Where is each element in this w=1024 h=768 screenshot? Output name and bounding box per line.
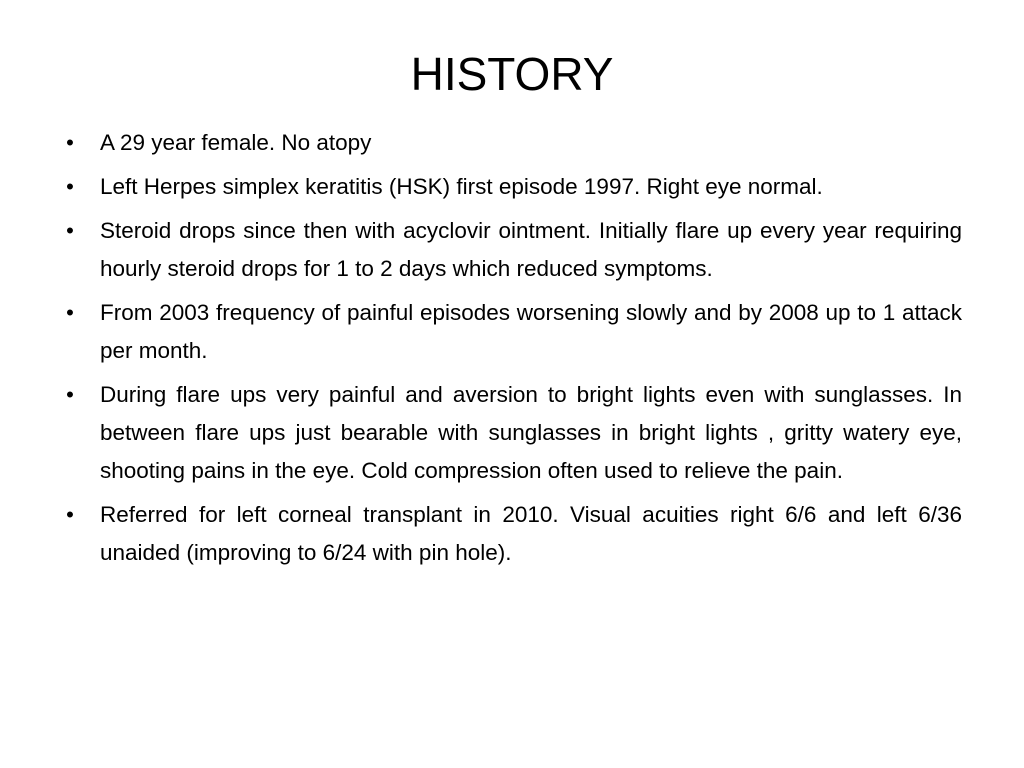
bullet-icon: •	[66, 502, 74, 527]
bullet-icon: •	[66, 130, 74, 155]
bullet-text: Steroid drops since then with acyclovir ointment. Initially flare up every year requiring hourly steroid drops for 1 to 2 days which reduced symptoms.	[100, 218, 962, 281]
bullet-item	[66, 496, 962, 572]
bullet-item	[66, 294, 962, 370]
bullet-text: Referred for left corneal transplant in 2010. Visual acuities right 6/6 and left 6/36 unaided (improving to 6/24 with pin hole).	[100, 502, 962, 565]
bullet-item	[66, 212, 962, 288]
bullet-icon: •	[66, 218, 74, 243]
bullet-icon: •	[66, 174, 74, 199]
bullet-list	[66, 124, 962, 578]
bullet-text: A 29 year female. No atopy	[100, 130, 372, 155]
bullet-text: During flare ups very painful and aversion to bright lights even with sunglasses. In between flare ups just bearable with sunglasses in bright lights , gritty watery eye, shooting pains in the eye. Cold compression often used to relieve the pain.	[100, 382, 962, 483]
bullet-icon: •	[66, 300, 74, 325]
bullet-icon: •	[66, 382, 74, 407]
bullet-item	[66, 376, 962, 490]
bullet-item	[66, 124, 962, 162]
bullet-item	[66, 168, 962, 206]
slide-title: HISTORY	[410, 48, 614, 100]
bullet-text: From 2003 frequency of painful episodes worsening slowly and by 2008 up to 1 attack per month.	[100, 300, 962, 363]
bullet-text: Left Herpes simplex keratitis (HSK) first episode 1997. Right eye normal.	[100, 174, 823, 199]
